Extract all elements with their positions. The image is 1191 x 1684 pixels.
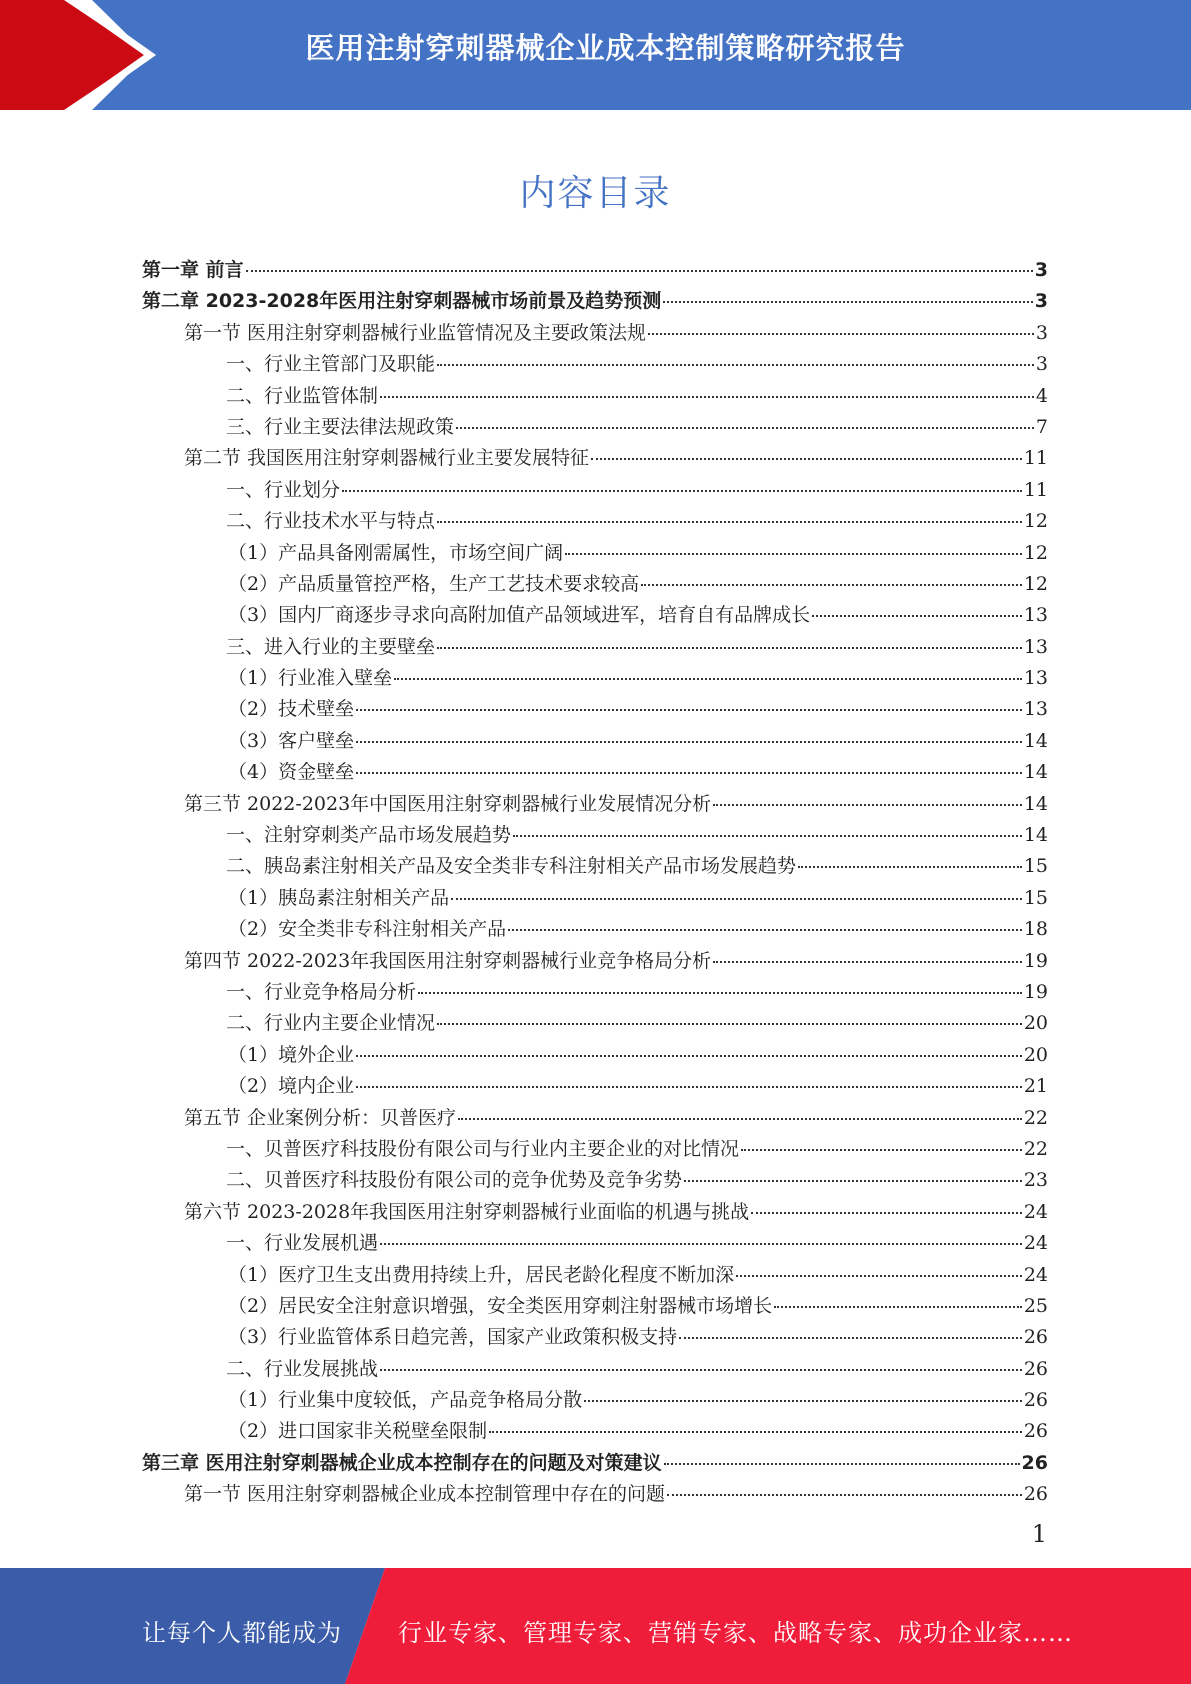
toc-leader-dots [489,1430,1022,1433]
toc-entry-title: 一、注射穿刺类产品市场发展趋势 [226,824,512,847]
toc-entry-page: 26 [1023,1357,1048,1380]
toc-leader-dots [751,1211,1022,1214]
toc-entry[interactable] [142,883,1048,914]
toc-entry[interactable] [142,381,1048,412]
toc-leader-dots [451,897,1022,900]
toc-entry[interactable] [142,757,1048,788]
toc-entry-title: （1）胰岛素注射相关产品 [228,886,450,909]
page-number: 1 [1031,1520,1047,1548]
toc-entry-page: 26 [1021,1451,1048,1474]
toc-entry[interactable] [142,1479,1048,1510]
toc-entry[interactable] [142,914,1048,945]
toc-entry-page: 26 [1023,1389,1048,1412]
toc-entry-page: 11 [1023,447,1048,470]
toc-entry-title: 第五节 企业案例分析：贝普医疗 [184,1106,457,1129]
toc-entry[interactable] [142,1040,1048,1071]
toc-leader-dots [380,395,1034,398]
toc-entry-title: 第一节 医用注射穿刺器械行业监管情况及主要政策法规 [184,321,647,344]
toc-entry-page: 20 [1023,1043,1048,1066]
toc-entry-page: 15 [1023,855,1048,878]
toc-entry-page: 22 [1023,1106,1048,1129]
toc-entry-page: 3 [1034,259,1048,281]
toc-entry-page: 25 [1023,1294,1048,1317]
footer-band [0,1568,1191,1684]
toc-entry[interactable] [142,1103,1048,1134]
toc-entry[interactable] [142,349,1048,380]
toc-entry-page: 22 [1023,1137,1048,1160]
toc-leader-dots [418,991,1022,994]
toc-entry[interactable] [142,1134,1048,1165]
toc-entry[interactable] [142,255,1048,286]
toc-entry-title: 一、贝普医疗科技股份有限公司与行业内主要企业的对比情况 [226,1137,740,1160]
toc-entry-page: 13 [1023,604,1048,627]
toc-entry-page: 21 [1023,1075,1048,1098]
toc-entry[interactable] [142,694,1048,725]
toc-entry-title: （1）产品具备刚需属性，市场空间广阔 [228,541,564,564]
toc-entry-page: 18 [1023,918,1048,941]
toc-entry[interactable] [142,569,1048,600]
toc-entry-title: 一、行业划分 [226,478,341,501]
toc-entry-page: 15 [1023,886,1048,909]
toc-entry[interactable] [142,977,1048,1008]
toc-entry[interactable] [142,946,1048,977]
toc-entry[interactable] [142,632,1048,663]
toc-entry-title: （3）客户壁垒 [228,729,355,752]
toc-entry-page: 13 [1023,667,1048,690]
toc-leader-dots [437,1022,1022,1025]
table-of-contents [142,255,1048,1511]
toc-entry-title: （1）医疗卫生支出费用持续上升，居民老龄化程度不断加深 [228,1263,735,1286]
toc-entry-page: 24 [1023,1232,1048,1255]
toc-entry[interactable] [142,789,1048,820]
toc-leader-dots [591,457,1022,460]
toc-entry-title: （1）境外企业 [228,1043,355,1066]
footer-slogan-left: 让每个人都能成为 [142,1619,342,1647]
toc-entry-page: 19 [1023,949,1048,972]
toc-leader-dots [456,426,1034,429]
toc-entry-title: 第四节 2022-2023年我国医用注射穿刺器械行业竞争格局分析 [184,949,712,972]
toc-entry-page: 13 [1023,698,1048,721]
toc-entry[interactable] [142,1385,1048,1416]
toc-entry-page: 24 [1023,1200,1048,1223]
toc-leader-dots [736,1274,1022,1277]
toc-entry[interactable] [142,318,1048,349]
toc-entry[interactable] [142,1448,1048,1479]
toc-entry[interactable] [142,820,1048,851]
toc-entry-title: 第二节 我国医用注射穿刺器械行业主要发展特征 [184,447,590,470]
toc-entry[interactable] [142,1228,1048,1259]
toc-leader-dots [458,1117,1022,1120]
toc-leader-dots [380,1368,1022,1371]
toc-entry[interactable] [142,1165,1048,1196]
toc-entry-page: 3 [1035,353,1048,376]
toc-leader-dots [565,552,1022,555]
toc-entry-page: 24 [1023,1263,1048,1286]
toc-entry-page: 26 [1023,1483,1048,1506]
toc-leader-dots [713,960,1022,963]
toc-entry-title: 第二章 2023-2028年医用注射穿刺器械市场前景及趋势预测 [142,290,662,313]
toc-leader-dots [356,771,1022,774]
footer-slogan-right: 行业专家、管理专家、营销专家、战略专家、成功企业家…… [398,1619,1073,1647]
toc-leader-dots [741,1148,1022,1151]
toc-entry-page: 12 [1023,510,1048,533]
report-title: 医用注射穿刺器械企业成本控制策略研究报告 [305,31,906,65]
toc-leader-dots [437,646,1022,649]
toc-entry-page: 3 [1034,290,1048,313]
toc-entry-title: （2）产品质量管控严格，生产工艺技术要求较高 [228,572,640,595]
toc-entry-page: 4 [1035,384,1048,407]
toc-entry-title: （3）国内厂商逐步寻求向高附加值产品领域进军，培育自有品牌成长 [228,604,811,627]
toc-entry-title: 第三章 医用注射穿刺器械企业成本控制存在的问题及对策建议 [142,1451,662,1474]
toc-entry-page: 26 [1023,1420,1048,1443]
toc-leader-dots [437,363,1034,366]
toc-entry[interactable] [142,1322,1048,1353]
toc-entry-title: 第一节 医用注射穿刺器械企业成本控制管理中存在的问题 [184,1483,666,1506]
toc-leader-dots [356,708,1022,711]
toc-entry-title: （2）居民安全注射意识增强，安全类医用穿刺注射器械市场增长 [228,1294,773,1317]
toc-leader-dots [246,269,1033,272]
toc-entry[interactable] [142,1071,1048,1102]
toc-leader-dots [513,834,1022,837]
toc-leader-dots [648,332,1034,335]
toc-entry-title: 二、贝普医疗科技股份有限公司的竞争优势及竞争劣势 [226,1169,683,1192]
toc-entry-title: 二、胰岛素注射相关产品及安全类非专科注射相关产品市场发展趋势 [226,855,797,878]
toc-leader-dots [356,1085,1022,1088]
toc-entry[interactable] [142,506,1048,537]
toc-entry-title: 三、行业主要法律法规政策 [226,415,455,438]
toc-entry[interactable] [142,1354,1048,1385]
toc-leader-dots [356,740,1022,743]
toc-entry[interactable] [142,1008,1048,1039]
toc-entry-page: 14 [1023,729,1048,752]
toc-leader-dots [667,1493,1022,1496]
toc-entry-title: 一、行业主管部门及职能 [226,353,436,376]
toc-entry-title: 二、行业监管体制 [226,384,379,407]
toc-leader-dots [812,614,1022,617]
toc-entry-page: 14 [1023,792,1048,815]
toc-leader-dots [679,1336,1022,1339]
toc-entry[interactable] [142,726,1048,757]
toc-leader-dots [342,489,1022,492]
toc-entry[interactable] [142,663,1048,694]
toc-entry[interactable] [142,538,1048,569]
toc-heading: 内容目录 [519,173,672,214]
toc-entry[interactable] [142,600,1048,631]
toc-entry-page: 12 [1023,541,1048,564]
toc-entry-page: 19 [1023,980,1048,1003]
toc-entry-title: （1）行业准入壁垒 [228,667,393,690]
toc-entry-title: 二、行业发展挑战 [226,1357,379,1380]
toc-entry-page: 7 [1035,415,1048,438]
toc-leader-dots [380,1242,1022,1245]
toc-entry-page: 23 [1023,1169,1048,1192]
toc-leader-dots [663,300,1033,303]
toc-entry[interactable] [142,286,1048,317]
toc-entry-page: 26 [1023,1326,1048,1349]
toc-leader-dots [664,1462,1020,1465]
toc-leader-dots [684,1179,1022,1182]
toc-entry[interactable] [142,1291,1048,1322]
toc-leader-dots [437,520,1022,523]
toc-entry[interactable] [142,1416,1048,1447]
toc-entry-title: 第六节 2023-2028年我国医用注射穿刺器械行业面临的机遇与挑战 [184,1200,750,1223]
toc-entry-page: 3 [1035,321,1048,344]
toc-entry-title: 二、行业内主要企业情况 [226,1012,436,1035]
toc-entry[interactable] [142,851,1048,882]
toc-entry-title: 第三节 2022-2023年中国医用注射穿刺器械行业发展情况分析 [184,792,712,815]
toc-leader-dots [774,1305,1022,1308]
toc-leader-dots [713,803,1022,806]
toc-entry-title: （3）行业监管体系日趋完善，国家产业政策积极支持 [228,1326,678,1349]
toc-entry-title: 第一章 前言 [142,259,244,281]
toc-entry-page: 14 [1023,761,1048,784]
toc-entry-page: 14 [1023,824,1048,847]
toc-entry[interactable] [142,412,1048,443]
toc-leader-dots [641,583,1022,586]
toc-leader-dots [508,928,1022,931]
header-band [0,0,1191,110]
toc-entry[interactable] [142,1197,1048,1228]
toc-entry-page: 12 [1023,572,1048,595]
toc-entry-title: 一、行业竞争格局分析 [226,980,417,1003]
toc-entry-title: 三、进入行业的主要壁垒 [226,635,436,658]
toc-entry-title: （1）行业集中度较低，产品竞争格局分散 [228,1389,583,1412]
toc-entry-page: 13 [1023,635,1048,658]
toc-leader-dots [394,677,1022,680]
toc-entry-page: 20 [1023,1012,1048,1035]
toc-entry-title: （2）安全类非专科注射相关产品 [228,918,507,941]
toc-entry-title: （2）境内企业 [228,1075,355,1098]
toc-leader-dots [798,865,1022,868]
toc-entry-page: 11 [1023,478,1048,501]
toc-entry-title: 一、行业发展机遇 [226,1232,379,1255]
toc-entry[interactable] [142,443,1048,474]
toc-entry-title: （2）进口国家非关税壁垒限制 [228,1420,488,1443]
toc-entry-title: 二、行业技术水平与特点 [226,510,436,533]
toc-entry-title: （4）资金壁垒 [228,761,355,784]
toc-entry-title: （2）技术壁垒 [228,698,355,721]
toc-leader-dots [356,1054,1022,1057]
toc-leader-dots [584,1399,1022,1402]
toc-entry[interactable] [142,475,1048,506]
toc-entry[interactable] [142,1260,1048,1291]
